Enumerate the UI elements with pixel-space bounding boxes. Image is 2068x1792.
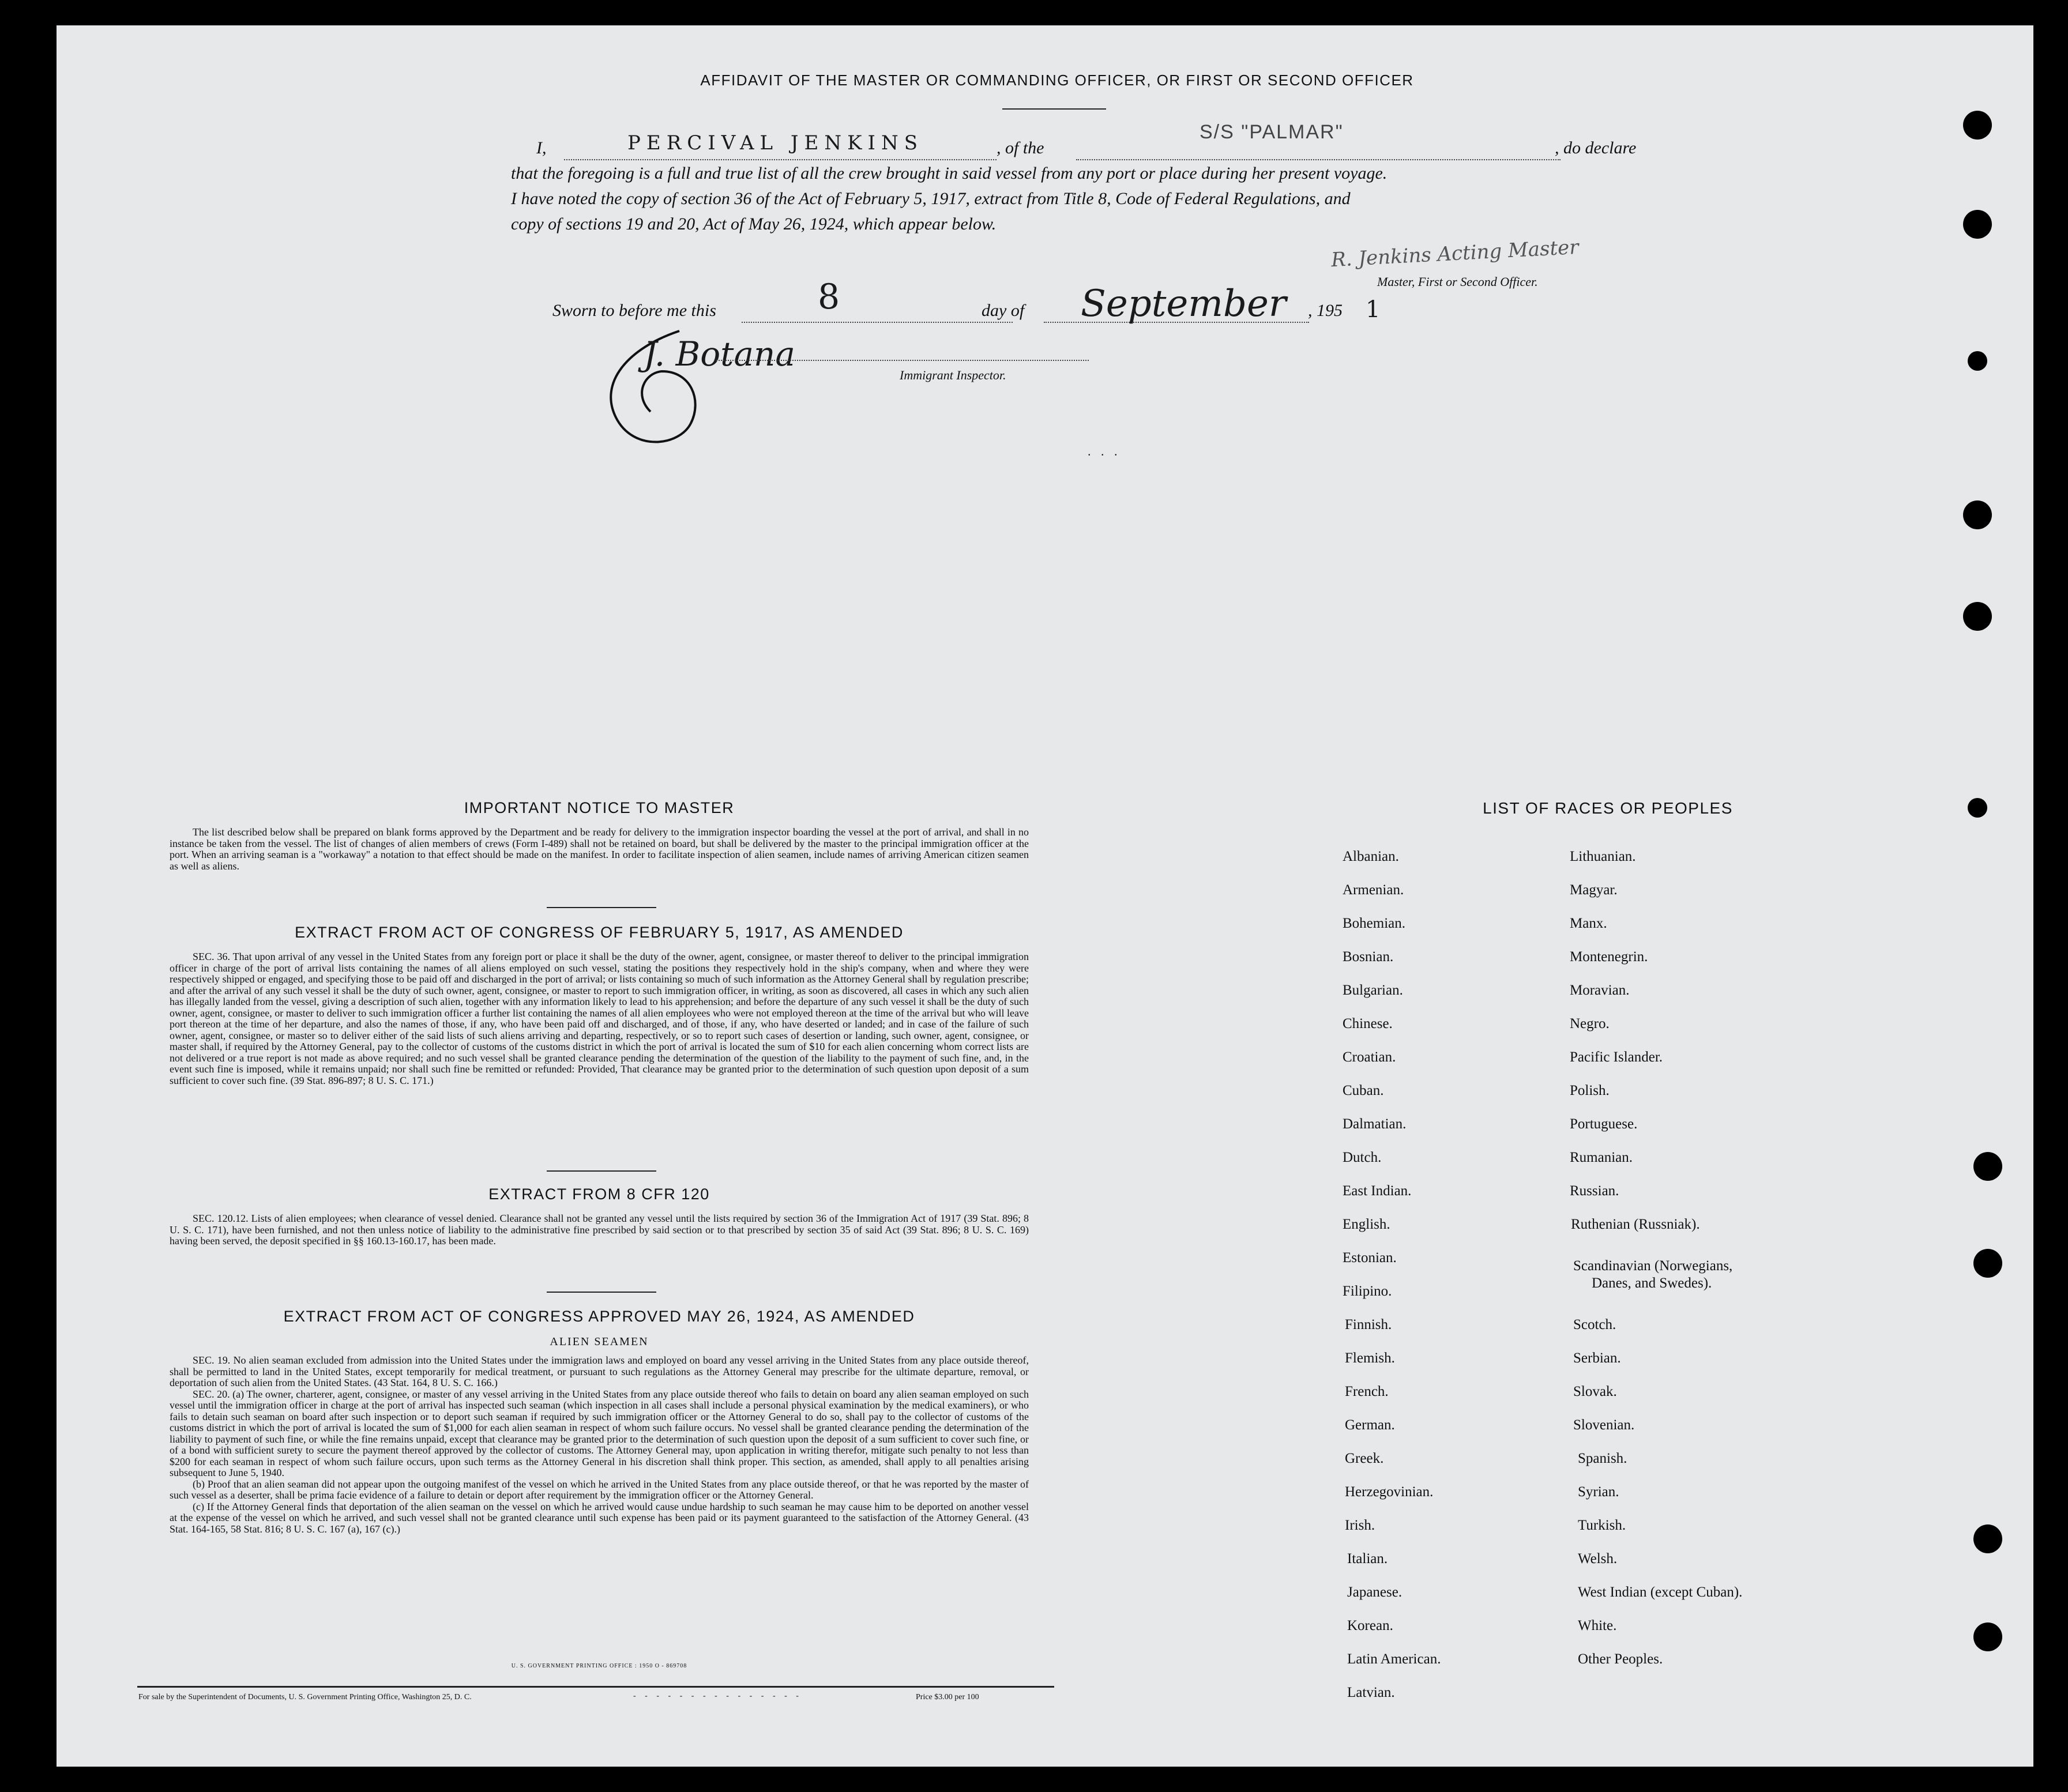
extract-1924-body — [170, 1355, 1029, 1535]
race-left: Greek. — [1345, 1451, 1384, 1466]
race-left: Irish. — [1345, 1518, 1375, 1533]
sec20c-paragraph: (c) If the Attorney General finds that deportation of the alien seaman on the vessel on which he arrived would cause undue hardship to such seaman he may cause him to be deported on another vessel at the expense of the vessel on which he arrived, and such vessel shall not be granted clearance until such expense has been paid or its payment guaranteed to the satisfaction of the Attorney General. (43 Stat. 164-165, 58 Stat. 816; 8 U. S. C. 167 (a), 167 (c).) — [170, 1500, 1029, 1535]
sec20a-paragraph: SEC. 20. (a) The owner, charterer, agent, consignee, or master of any vessel arriving in the United States from any place outside thereof who fails to detain on board any alien seaman employed on such vessel until the immigration officer in charge at the port of arrival has inspected such seaman (which inspection in all cases shall include a personal physical examination by the medical examiners), or who fails to detain such seaman on board after such inspection or to deport such seaman if required by such immigration officer or the Attorney General to do so, shall pay to the collector of customs of the customs district in which the port of arrival is located the sum of $1,000 for each alien seaman in respect of whom such failure occurs. No vessel shall be granted clearance pending the determination of the liability to payment of such fine, or while the fine remains unpaid, except that clearance may be granted prior to the determination of such question upon the deposit of a sum sufficient to cover such fine, or of a bond with sufficient surety to secure the payment thereof approved by the collector of customs. The Attorney General may, upon application in writing therefor, mitigate such penalty to not less than $200 for each seaman in respect of whom such failure occurs, upon such terms as the Attorney General in his discretion shall think proper. This section, as amended, shall apply to all penalties arising subsequent to June 5, 1940. — [170, 1388, 1029, 1478]
day-handwritten: 8 — [818, 277, 840, 317]
race-left: Korean. — [1347, 1618, 1393, 1633]
year-handwritten: 1 — [1366, 296, 1381, 323]
race-right: West Indian (except Cuban). — [1578, 1584, 1743, 1600]
race-right: Manx. — [1570, 916, 1607, 931]
race-right: Scandinavian (Norwegians, — [1573, 1258, 1733, 1274]
race-right: Lithuanian. — [1570, 849, 1636, 864]
race-left: Chinese. — [1343, 1016, 1393, 1031]
race-left: Finnish. — [1345, 1317, 1392, 1332]
race-right: Moravian. — [1570, 982, 1630, 998]
race-left: Cuban. — [1343, 1083, 1384, 1098]
race-left: German. — [1345, 1417, 1395, 1433]
affidavit-line-3: I have noted the copy of section 36 of the Act of February 5, 1917, extract from Title 8, Code of Federal Regulations, and — [511, 189, 1351, 208]
inspector-signature-flourish — [593, 308, 777, 458]
race-right: Russian. — [1570, 1183, 1619, 1199]
race-left: Flemish. — [1345, 1350, 1395, 1366]
notice-paragraph: The list described below shall be prepared on blank forms approved by the Department and be ready for delivery to the immigration inspector boarding the vessel at the port of arrival, and shall in no instance be taken from the vessel. The list of changes of alien members of crews (Form I-489) shall not be retained on board, but shall be delivered by the master to the principal immigration officer at the port. When an arriving seaman is a "workaway" a notation to that effect should be made on the manifest. In order to facilitate inspection of alien seamen, include names of arriving American citizen seamen as well as aliens. — [170, 826, 1029, 872]
ornament-dots: . . . — [1088, 444, 1121, 458]
race-right: Welsh. — [1578, 1551, 1618, 1567]
race-left: Armenian. — [1343, 882, 1404, 898]
race-left: French. — [1345, 1384, 1389, 1399]
race-left: Dalmatian. — [1343, 1116, 1407, 1132]
race-left: Herzegovinian. — [1345, 1484, 1434, 1500]
race-right: Magyar. — [1570, 882, 1618, 898]
race-right: Other Peoples. — [1578, 1651, 1663, 1667]
affidavit-title: AFFIDAVIT OF THE MASTER OR COMMANDING OFFICER, OR FIRST OR SECOND OFFICER — [700, 71, 1414, 89]
race-left: Estonian. — [1343, 1250, 1397, 1266]
extract-1924-heading: EXTRACT FROM ACT OF CONGRESS APPROVED MAY 26, 1924, AS AMENDED — [283, 1308, 915, 1325]
day-line — [742, 322, 1013, 323]
year-prefix: , 195 — [1308, 301, 1343, 320]
race-left: Japanese. — [1347, 1584, 1403, 1600]
race-left: Italian. — [1347, 1551, 1388, 1567]
race-right: Montenegrin. — [1570, 949, 1648, 965]
race-right: Polish. — [1570, 1083, 1610, 1098]
day-of-label: day of — [982, 301, 1025, 320]
race-right: Syrian. — [1578, 1484, 1619, 1500]
race-right: Slovak. — [1573, 1384, 1617, 1399]
race-left: English. — [1343, 1217, 1390, 1232]
race-left: Albanian. — [1343, 849, 1399, 864]
affidavit-line-2: that the foregoing is a full and true list of all the crew brought in said vessel from any port or place during her present voyage. — [511, 164, 1388, 183]
of-the-label: , of the — [997, 138, 1044, 157]
printing-office-line: U. S. GOVERNMENT PRINTING OFFICE : 1950 O - 869708 — [511, 1663, 687, 1669]
race-right: Danes, and Swedes). — [1592, 1275, 1712, 1291]
extract-1917-heading: EXTRACT FROM ACT OF CONGRESS OF FEBRUARY 5, 1917, AS AMENDED — [295, 924, 904, 941]
race-right: Pacific Islander. — [1570, 1049, 1663, 1065]
vessel-name-stamp: S/S "PALMAR" — [1200, 121, 1344, 143]
section-rule — [547, 1170, 656, 1172]
inspector-caption: Immigrant Inspector. — [900, 368, 1006, 382]
race-right: Slovenian. — [1573, 1417, 1635, 1433]
race-left: Bulgarian. — [1343, 982, 1403, 998]
binder-hole — [1973, 1622, 2002, 1651]
section-rule — [547, 907, 656, 908]
footer-rule — [137, 1686, 1054, 1688]
binder-hole — [1973, 1249, 2002, 1278]
race-left: Latin American. — [1347, 1651, 1441, 1667]
race-right: Scotch. — [1573, 1317, 1616, 1332]
inspector-signature: J. Botana — [644, 334, 795, 374]
binder-hole — [1973, 1152, 2002, 1181]
footer-price: Price $3.00 per 100 — [916, 1693, 979, 1701]
race-left: Bohemian. — [1343, 916, 1406, 931]
race-right: White. — [1578, 1618, 1617, 1633]
name-line — [564, 159, 997, 160]
sec19-paragraph: SEC. 19. No alien seaman excluded from admission into the United States under the immigration laws and employed on board any vessel arriving in the United States from any place outside thereof, shall be permitted to land in the United States, except temporarily for medical treatment, or pursuant to such regulations as the Attorney General may prescribe for the ultimate departure, removal, or deportation of such alien from the United States. (43 Stat. 164, 8 U. S. C. 166.) — [170, 1354, 1029, 1388]
notice-text — [170, 827, 1029, 872]
race-left: Filipino. — [1343, 1283, 1392, 1299]
footer-sale-note: For sale by the Superintendent of Documents, U. S. Government Printing Office, Washington 25, D. C. — [138, 1693, 472, 1701]
extract-8cfr-heading: EXTRACT FROM 8 CFR 120 — [488, 1185, 710, 1203]
alien-seamen-subheading: ALIEN SEAMEN — [550, 1335, 649, 1348]
race-left: Bosnian. — [1343, 949, 1394, 965]
sec36-paragraph: SEC. 36. That upon arrival of any vessel in the United States from any foreign port or place it shall be the duty of the owner, agent, consignee, or master thereof to deliver to the principal immigration officer in charge of the port of arrival lists containing the names of all aliens employed on such vessel, stating the positions they respectively hold in the ship's company, when and where they were respectively shipped or engaged, and specifying those to be paid off and discharged in the port of arrival; or lists containing so much of such information as the Attorney General shall by regulation prescribe; and after the arrival of any such vessel it shall be the duty of such owner, agent, consignee, or master to report to such immigration officer, in writing, as soon as discovered, all cases in which any such alien has illegally landed from the vessel, giving a description of such alien, together with any information likely to lead to his apprehension; and before the departure of any such vessel it shall be the duty of such owner, agent, consignee, or master to deliver to such immigration officer a further list containing the names of all alien employees who were not employed thereon at the time of the arrival but who will leave port thereon at the time of her departure, and also the names of those, if any, who have been paid off and discharged, and of those, if any, who have deserted or landed; and in case of the failure of such owner, agent, consignee, or master so to deliver either of the said lists of such aliens arriving and departing, respectively, or so to report such cases of desertion or landing, such owner, agent, consignee, or master shall, if required by the Attorney General, pay to the collector of customs of the customs district in which the port of arrival is located the sum of $10 for each alien concerning whom correct lists are not delivered or a true report is not made as above required; and no such vessel shall be granted clearance pending the determination of the question of the liability to the payment of such fine, and, in the event such fine is imposed, while it remains unpaid; nor shall such fine be remitted or refunded: Provided, That clearance may be granted prior to the determination of such question upon deposit of a sum sufficient to cover such fine. (39 Stat. 896-897; 8 U. S. C. 171.) — [170, 951, 1029, 1086]
race-left: East Indian. — [1343, 1183, 1412, 1199]
binder-hole — [1968, 351, 1987, 371]
sec120-paragraph: SEC. 120.12. Lists of alien employees; when clearance of vessel denied. Clearance shall not be granted any vessel until the lists required by section 36 of the Immigration Act of 1917 (39 Stat. 896; 8 U. S. C. 171), have been furnished, and not then unless notice of liability to the administrative fine prescribed by said section or to that prescribed by section 35 of said Act (39 Stat. 896; 8 U. S. C. 169) having been served, the deposit specified in §§ 160.13-160.17, has been made. — [170, 1213, 1029, 1247]
section-rule — [547, 1292, 656, 1293]
race-left: Croatian. — [1343, 1049, 1396, 1065]
binder-hole — [1963, 500, 1992, 529]
binder-hole — [1968, 798, 1987, 818]
races-heading: LIST OF RACES OR PEOPLES — [1483, 799, 1733, 817]
race-right: Portuguese. — [1570, 1116, 1638, 1132]
binder-hole — [1963, 111, 1992, 140]
affidavit-i-label: I, — [536, 138, 547, 157]
race-left: Latvian. — [1347, 1685, 1395, 1700]
month-handwritten: September — [1081, 283, 1287, 325]
binder-hole — [1963, 602, 1992, 631]
extract-8cfr-body — [170, 1213, 1029, 1247]
race-right: Turkish. — [1578, 1518, 1626, 1533]
binder-hole — [1973, 1524, 2002, 1553]
title-rule — [1002, 108, 1106, 110]
sec20b-paragraph: (b) Proof that an alien seaman did not appear upon the outgoing manifest of the vessel on which he arrived in the United States from any place outside thereof, or that he was reported by the master of such vessel as a deserter, shall be prima facie evidence of a failure to detain or deport after requirement by the immigration officer or the Attorney General. — [170, 1478, 1029, 1501]
race-right: Rumanian. — [1570, 1150, 1633, 1165]
race-right: Serbian. — [1573, 1350, 1621, 1366]
race-left: Dutch. — [1343, 1150, 1382, 1165]
sworn-label: Sworn to before me this — [552, 301, 716, 320]
master-name-handwritten: PERCIVAL JENKINS — [627, 131, 923, 155]
document-page — [57, 25, 2033, 1767]
notice-heading: IMPORTANT NOTICE TO MASTER — [464, 799, 735, 816]
footer-dots: - - - - - - - - - - - - - - - — [633, 1692, 802, 1700]
vessel-line — [1076, 159, 1561, 160]
master-caption: Master, First or Second Officer. — [1377, 274, 1538, 289]
master-signature: R. Jenkins Acting Master — [1330, 235, 1580, 272]
inspector-line — [714, 360, 1089, 361]
race-right: Ruthenian (Russniak). — [1571, 1217, 1700, 1232]
do-declare-label: , do declare — [1555, 138, 1637, 157]
affidavit-line-4: copy of sections 19 and 20, Act of May 26, 1924, which appear below. — [511, 214, 997, 234]
extract-1917-body — [170, 951, 1029, 1086]
race-right: Spanish. — [1578, 1451, 1627, 1466]
binder-hole — [1963, 210, 1992, 239]
race-right: Negro. — [1570, 1016, 1610, 1031]
